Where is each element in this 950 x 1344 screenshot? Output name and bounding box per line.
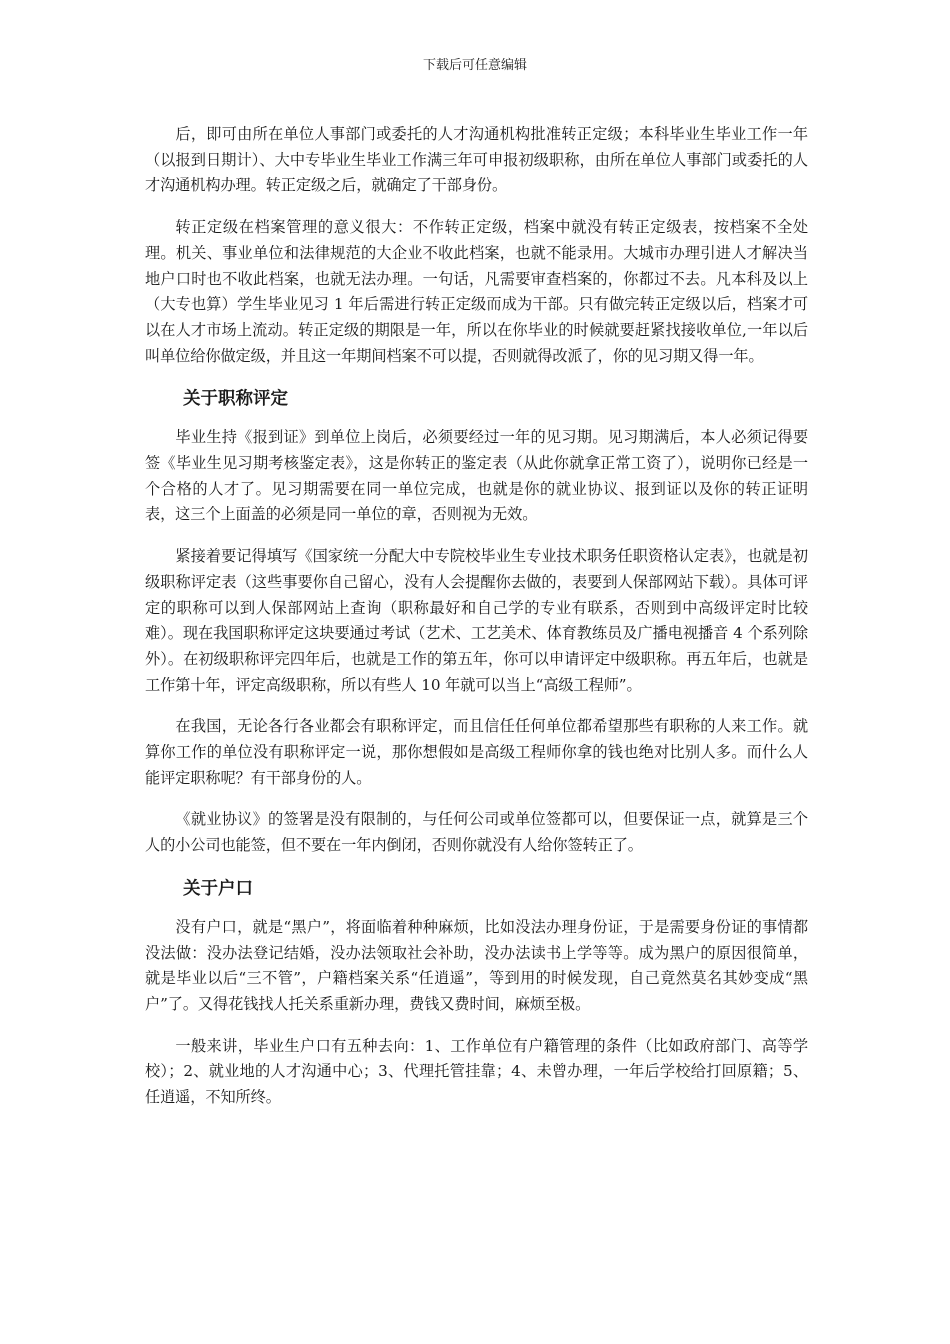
paragraph: 毕业生持《报到证》到单位上岗后，必须要经过一年的见习期。见习期满后，本人必须记得要签《毕业生见习期考核鉴定表》，这是你转正的鉴定表（从此你就拿正常工资了），说明你已经是一个合格的人才了。见习期需要在同一单位完成，也就是你的就业协议、报到证以及你的转正证明表，这三个上面盖的必须是同一单位的章，否则视为无效。 <box>145 428 808 524</box>
paragraph: 紧接着要记得填写《国家统一分配大中专院校毕业生专业技术职务任职资格认定表》，也就是初级职称评定表（这些事要你自己留心，没有人会提醒你去做的，表要到人保部网站下载）。具体可评定的职称可以到人保部网站上查询（职称最好和自己学的专业有联系，否则到中高级评定时比较难）。现在我国职称评定这块要通过考试（艺术、工艺美术、体育教练员及广播电视播音 4 个系列除外）。在初级职称评完四年后，也就是工作的第五年，你可以申请评定中级职称。再五年后，也就是工作第十年，评定高级职称，所以有些人 10 年就可以当上“高级工程师”。 <box>145 547 808 694</box>
section-heading: 关于职称评定 <box>183 389 288 410</box>
paragraph: 转正定级在档案管理的意义很大：不作转正定级，档案中就没有转正定级表，按档案不全处理。机关、事业单位和法律规范的大企业不收此档案，也就不能录用。大城市办理引进人才解决当地户口时也不收此档案，也就无法办理。一句话，凡需要审查档案的，你都过不去。凡本科及以上（大专也算）学生毕业见习 1 年后需进行转正定级而成为干部。只有做完转正定级以后，档案才可以在人才市场上流动。转正定级的期限是一年，所以在你毕业的时候就要赶紧找接收单位,一年以后叫单位给你做定级，并且这一年期间档案不可以提，否则就得改派了，你的见习期又得一年。 <box>145 218 808 365</box>
page-header: 下载后可任意编辑 <box>422 58 527 73</box>
section-heading: 关于户口 <box>183 878 253 899</box>
document-body <box>145 122 808 1127</box>
paragraph: 一般来讲，毕业生户口有五种去向：1、工作单位有户籍管理的条件（比如政府部门、高等学校）；2、就业地的人才沟通中心；3、代理托管挂靠；4、未曾办理，一年后学校给打回原籍；5、任逍遥，不知所终。 <box>145 1036 808 1107</box>
paragraph: 《就业协议》的签署是没有限制的，与任何公司或单位签都可以，但要保证一点，就算是三个人的小公司也能签，但不要在一年内倒闭，否则你就没有人给你签转正了。 <box>145 810 808 855</box>
paragraph: 后，即可由所在单位人事部门或委托的人才沟通机构批准转正定级；本科毕业生毕业工作一年（以报到日期计）、大中专毕业生毕业工作满三年可申报初级职称，由所在单位人事部门或委托的人才沟通机构办理。转正定级之后，就确定了干部身份。 <box>145 125 808 195</box>
paragraph: 没有户口，就是“黑户”，将面临着种种麻烦，比如没法办理身份证，于是需要身份证的事情都没法做：没办法登记结婚，没办法领取社会补助，没办法读书上学等等。成为黑户的原因很简单，就是毕业以后“三不管”，户籍档案关系“任逍遥”，等到用的时候发现，自己竟然莫名其妙变成“黑户”了。又得花钱找人托关系重新办理，费钱又费时间，麻烦至极。 <box>145 917 808 1013</box>
paragraph: 在我国，无论各行各业都会有职称评定，而且信任任何单位都希望那些有职称的人来工作。就算你工作的单位没有职称评定一说，那你想假如是高级工程师你拿的钱也绝对比别人多。而什么人能评定职称呢？有干部身份的人。 <box>145 717 808 787</box>
